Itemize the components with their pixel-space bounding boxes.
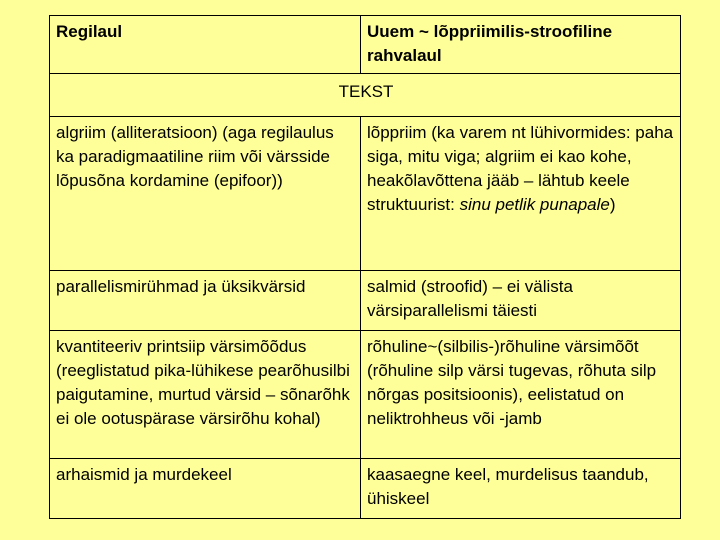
header-row: [50, 16, 681, 74]
row-right-text-end: ): [609, 195, 616, 214]
section-title: TEKST: [50, 74, 681, 117]
table-row: [50, 331, 681, 459]
row-left-cell: kvantiteeriv printsiip värsimõõdus (reeglistatud pika-lühikese pearõhusilbi paigutamine, murtud värsid – sõnarõhk ei ole ootuspärase värsirõhu kohal): [50, 331, 361, 459]
row-right-cell: kaasaegne keel, murdelisus taandub, ühiskeel: [361, 459, 681, 519]
row-left-cell: arhaismid ja murdekeel: [50, 459, 361, 519]
row-right-italic-example: sinu petlik punapale: [459, 195, 610, 214]
table-row: [50, 117, 681, 271]
row-right-cell: rõhuline~(silbilis-)rõhuline värsimõõt (rõhuline silp värsi tugevas, rõhuta silp nõrgas positsioonis), eelistatud on neliktrohheus või -jamb: [361, 331, 681, 459]
row-right-text: lõppriim (ka varem nt lühivormides: paha siga, mitu viga; algriim ei kao kohe, heakõlavõttena jääb – lähtub keele struktuurist:: [367, 123, 674, 214]
row-left-cell: algriim (alliteratsioon) (aga regilaulus ka paradigmaatiline riim või värsside lõpusõna kordamine (epifoor)): [50, 117, 361, 271]
row-left-cell: parallelismirühmad ja üksikvärsid: [50, 271, 361, 331]
header-right: Uuem ~ lõppriimilis-stroofiline rahvalaul: [361, 16, 681, 74]
comparison-table: [49, 15, 681, 519]
row-right-cell: salmid (stroofid) – ei välista värsiparallelismi täiesti: [361, 271, 681, 331]
table-row: [50, 271, 681, 331]
section-title-row: [50, 74, 681, 117]
header-left: Regilaul: [50, 16, 361, 74]
row-right-cell: [361, 117, 681, 271]
table-row: [50, 459, 681, 519]
